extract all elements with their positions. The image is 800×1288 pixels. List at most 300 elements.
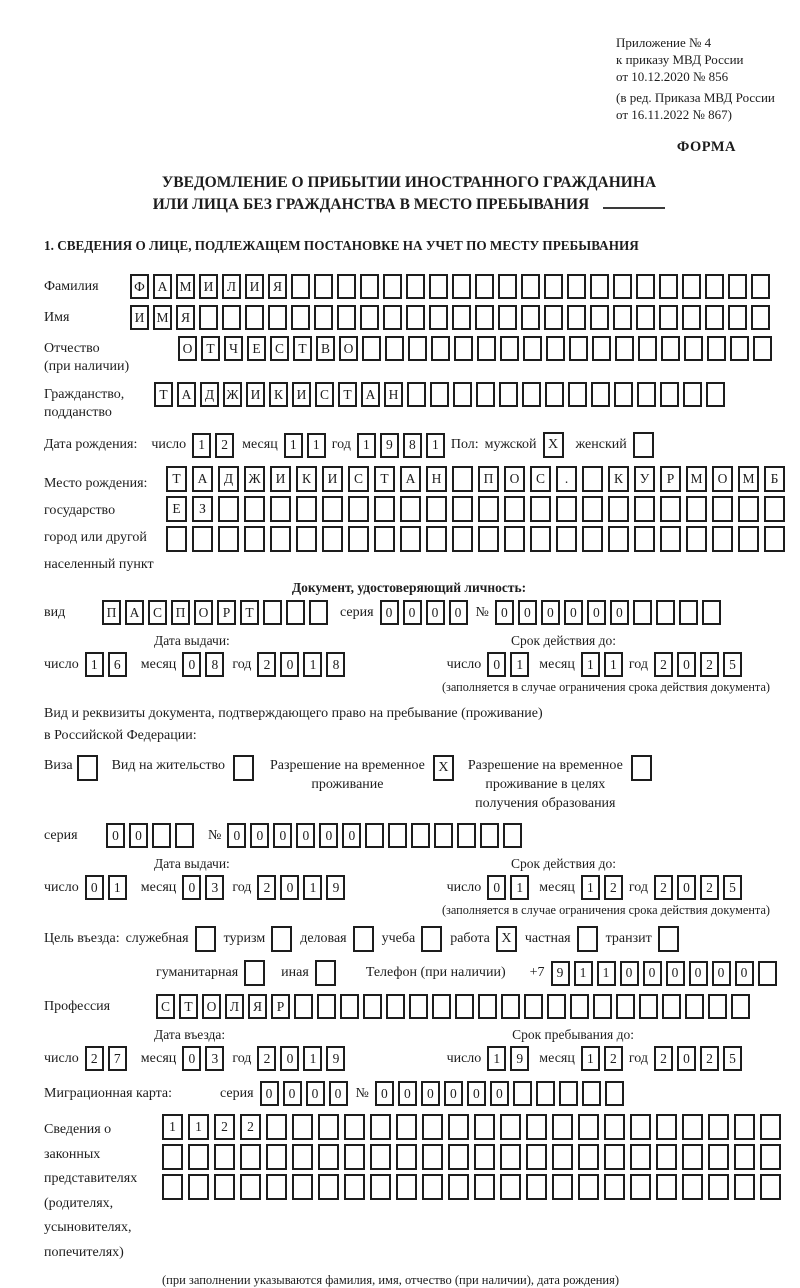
form-cell[interactable]: 0	[280, 875, 299, 900]
form-cell[interactable]: Т	[374, 466, 395, 492]
form-cell[interactable]: 2	[654, 1046, 673, 1071]
form-cell[interactable]	[162, 1174, 183, 1200]
form-cell[interactable]: 8	[326, 652, 345, 677]
form-cell[interactable]	[636, 305, 655, 330]
form-cell[interactable]: П	[171, 600, 190, 625]
form-cell[interactable]	[751, 274, 770, 299]
form-cell[interactable]: 2	[604, 1046, 623, 1071]
form-cell[interactable]	[476, 382, 495, 407]
form-cell[interactable]	[707, 336, 726, 361]
form-cell[interactable]: М	[153, 305, 172, 330]
form-cell[interactable]	[544, 274, 563, 299]
form-cell[interactable]: Р	[660, 466, 681, 492]
form-cell[interactable]	[630, 1114, 651, 1140]
form-cell[interactable]	[477, 336, 496, 361]
form-cell[interactable]	[578, 1114, 599, 1140]
form-cell[interactable]	[292, 1174, 313, 1200]
form-cell[interactable]	[270, 526, 291, 552]
form-cell[interactable]: С	[348, 466, 369, 492]
form-cell[interactable]	[406, 274, 425, 299]
form-cell[interactable]: М	[686, 466, 707, 492]
form-cell[interactable]: 0	[273, 823, 292, 848]
form-cell[interactable]	[426, 496, 447, 522]
form-cell[interactable]: 0	[329, 1081, 348, 1106]
form-cell[interactable]	[634, 526, 655, 552]
form-cell[interactable]	[453, 382, 472, 407]
form-cell[interactable]	[370, 1174, 391, 1200]
purpose-turizm-checkbox[interactable]	[271, 926, 292, 952]
form-cell[interactable]: А	[361, 382, 380, 407]
form-cell[interactable]	[536, 1081, 555, 1106]
form-cell[interactable]	[162, 1144, 183, 1170]
form-cell[interactable]	[478, 526, 499, 552]
male-checkbox[interactable]: X	[543, 432, 564, 458]
form-cell[interactable]	[590, 305, 609, 330]
form-cell[interactable]	[192, 526, 213, 552]
form-cell[interactable]	[218, 526, 239, 552]
form-cell[interactable]	[730, 336, 749, 361]
form-cell[interactable]: 1	[581, 875, 600, 900]
purpose-sluzhebnaya-checkbox[interactable]	[195, 926, 216, 952]
form-cell[interactable]	[407, 382, 426, 407]
form-cell[interactable]	[630, 1174, 651, 1200]
form-cell[interactable]: 5	[723, 875, 742, 900]
form-cell[interactable]: 2	[257, 875, 276, 900]
purpose-chastnaya-checkbox[interactable]	[577, 926, 598, 952]
form-cell[interactable]	[682, 305, 701, 330]
form-cell[interactable]	[526, 1174, 547, 1200]
form-cell[interactable]: 0	[467, 1081, 486, 1106]
form-cell[interactable]	[705, 274, 724, 299]
residence-permit-checkbox[interactable]	[233, 755, 254, 781]
form-cell[interactable]	[431, 336, 450, 361]
form-cell[interactable]	[504, 496, 525, 522]
form-cell[interactable]	[686, 526, 707, 552]
form-cell[interactable]	[478, 994, 497, 1019]
form-cell[interactable]	[708, 1174, 729, 1200]
form-cell[interactable]: 2	[257, 1046, 276, 1071]
form-cell[interactable]	[452, 526, 473, 552]
form-cell[interactable]: К	[608, 466, 629, 492]
form-cell[interactable]: 2	[700, 652, 719, 677]
form-cell[interactable]	[552, 1114, 573, 1140]
form-cell[interactable]: О	[202, 994, 221, 1019]
form-cell[interactable]: Ф	[130, 274, 149, 299]
form-cell[interactable]	[569, 336, 588, 361]
form-cell[interactable]: 0	[250, 823, 269, 848]
form-cell[interactable]	[679, 600, 698, 625]
form-cell[interactable]: 1	[581, 652, 600, 677]
form-cell[interactable]: 0	[495, 600, 514, 625]
form-cell[interactable]: 2	[654, 875, 673, 900]
form-cell[interactable]: 0	[518, 600, 537, 625]
form-cell[interactable]: 0	[677, 875, 696, 900]
form-cell[interactable]: 0	[677, 1046, 696, 1071]
form-cell[interactable]: 0	[403, 600, 422, 625]
form-cell[interactable]	[578, 1174, 599, 1200]
form-cell[interactable]	[214, 1144, 235, 1170]
form-cell[interactable]	[500, 1174, 521, 1200]
form-cell[interactable]	[166, 526, 187, 552]
form-cell[interactable]	[266, 1114, 287, 1140]
form-cell[interactable]	[682, 274, 701, 299]
form-cell[interactable]	[656, 1114, 677, 1140]
form-cell[interactable]	[545, 382, 564, 407]
form-cell[interactable]	[454, 336, 473, 361]
form-cell[interactable]: 0	[227, 823, 246, 848]
form-cell[interactable]	[475, 274, 494, 299]
form-cell[interactable]	[530, 526, 551, 552]
form-cell[interactable]	[296, 496, 317, 522]
form-cell[interactable]	[578, 1144, 599, 1170]
form-cell[interactable]: Т	[240, 600, 259, 625]
form-cell[interactable]	[432, 994, 451, 1019]
form-cell[interactable]	[708, 1114, 729, 1140]
form-cell[interactable]: А	[177, 382, 196, 407]
form-cell[interactable]	[613, 274, 632, 299]
form-cell[interactable]: 2	[215, 433, 234, 458]
form-cell[interactable]	[340, 994, 359, 1019]
form-cell[interactable]	[452, 496, 473, 522]
form-cell[interactable]	[318, 1114, 339, 1140]
form-cell[interactable]	[660, 382, 679, 407]
form-cell[interactable]	[429, 305, 448, 330]
form-cell[interactable]: 0	[283, 1081, 302, 1106]
form-cell[interactable]	[764, 496, 785, 522]
form-cell[interactable]	[582, 526, 603, 552]
form-cell[interactable]	[396, 1144, 417, 1170]
form-cell[interactable]	[388, 823, 407, 848]
form-cell[interactable]	[708, 1144, 729, 1170]
form-cell[interactable]: 1	[108, 875, 127, 900]
form-cell[interactable]: Я	[248, 994, 267, 1019]
form-cell[interactable]	[457, 823, 476, 848]
form-cell[interactable]: Б	[764, 466, 785, 492]
form-cell[interactable]: 1	[426, 433, 445, 458]
form-cell[interactable]	[222, 305, 241, 330]
form-cell[interactable]	[448, 1144, 469, 1170]
form-cell[interactable]	[712, 526, 733, 552]
form-cell[interactable]	[240, 1174, 261, 1200]
form-cell[interactable]	[499, 382, 518, 407]
form-cell[interactable]: А	[400, 466, 421, 492]
form-cell[interactable]	[734, 1174, 755, 1200]
form-cell[interactable]: 1	[192, 433, 211, 458]
purpose-delovaya-checkbox[interactable]	[353, 926, 374, 952]
form-cell[interactable]	[199, 305, 218, 330]
form-cell[interactable]	[263, 600, 282, 625]
form-cell[interactable]: 0	[426, 600, 445, 625]
form-cell[interactable]	[400, 496, 421, 522]
form-cell[interactable]	[706, 382, 725, 407]
form-cell[interactable]	[656, 1174, 677, 1200]
form-cell[interactable]: Д	[218, 466, 239, 492]
form-cell[interactable]	[422, 1144, 443, 1170]
form-cell[interactable]	[682, 1174, 703, 1200]
form-cell[interactable]	[322, 496, 343, 522]
form-cell[interactable]: 2	[257, 652, 276, 677]
form-cell[interactable]	[684, 336, 703, 361]
form-cell[interactable]	[524, 994, 543, 1019]
form-cell[interactable]: А	[125, 600, 144, 625]
form-cell[interactable]: 0	[712, 961, 731, 986]
form-cell[interactable]: 8	[205, 652, 224, 677]
form-cell[interactable]	[552, 1144, 573, 1170]
form-cell[interactable]	[474, 1114, 495, 1140]
form-cell[interactable]	[503, 823, 522, 848]
form-cell[interactable]	[152, 823, 171, 848]
form-cell[interactable]	[452, 305, 471, 330]
form-cell[interactable]	[659, 274, 678, 299]
form-cell[interactable]: И	[322, 466, 343, 492]
female-checkbox[interactable]	[633, 432, 654, 458]
form-cell[interactable]: О	[178, 336, 197, 361]
form-cell[interactable]	[738, 496, 759, 522]
form-cell[interactable]	[396, 1114, 417, 1140]
form-cell[interactable]: 9	[326, 875, 345, 900]
form-cell[interactable]	[374, 526, 395, 552]
form-cell[interactable]	[409, 994, 428, 1019]
form-cell[interactable]	[296, 526, 317, 552]
form-cell[interactable]	[513, 1081, 532, 1106]
form-cell[interactable]	[567, 274, 586, 299]
form-cell[interactable]: 1	[303, 875, 322, 900]
form-cell[interactable]	[411, 823, 430, 848]
purpose-gumanitarnaya-checkbox[interactable]	[244, 960, 265, 986]
form-cell[interactable]: 0	[487, 652, 506, 677]
form-cell[interactable]: 0	[182, 875, 201, 900]
form-cell[interactable]	[396, 1174, 417, 1200]
form-cell[interactable]	[406, 305, 425, 330]
form-cell[interactable]: Л	[222, 274, 241, 299]
form-cell[interactable]	[291, 305, 310, 330]
form-cell[interactable]	[344, 1114, 365, 1140]
form-cell[interactable]: 2	[214, 1114, 235, 1140]
form-cell[interactable]: Т	[201, 336, 220, 361]
form-cell[interactable]	[500, 1114, 521, 1140]
form-cell[interactable]	[656, 1144, 677, 1170]
form-cell[interactable]	[455, 994, 474, 1019]
form-cell[interactable]	[760, 1174, 781, 1200]
form-cell[interactable]	[552, 1174, 573, 1200]
form-cell[interactable]: 0	[444, 1081, 463, 1106]
form-cell[interactable]: 2	[700, 1046, 719, 1071]
form-cell[interactable]: Е	[166, 496, 187, 522]
form-cell[interactable]: 9	[380, 433, 399, 458]
form-cell[interactable]: А	[192, 466, 213, 492]
form-cell[interactable]	[286, 600, 305, 625]
form-cell[interactable]	[616, 994, 635, 1019]
form-cell[interactable]: 6	[108, 652, 127, 677]
form-cell[interactable]	[500, 1144, 521, 1170]
form-cell[interactable]: Ж	[223, 382, 242, 407]
form-cell[interactable]: 0	[129, 823, 148, 848]
form-cell[interactable]	[365, 823, 384, 848]
form-cell[interactable]	[322, 526, 343, 552]
form-cell[interactable]	[760, 1144, 781, 1170]
form-cell[interactable]: 2	[654, 652, 673, 677]
form-cell[interactable]: 1	[357, 433, 376, 458]
form-cell[interactable]: П	[478, 466, 499, 492]
form-cell[interactable]: 1	[581, 1046, 600, 1071]
form-cell[interactable]	[218, 496, 239, 522]
form-cell[interactable]	[500, 336, 519, 361]
form-cell[interactable]: 0	[677, 652, 696, 677]
form-cell[interactable]	[522, 382, 541, 407]
form-cell[interactable]	[614, 382, 633, 407]
form-cell[interactable]: И	[130, 305, 149, 330]
form-cell[interactable]: Ж	[244, 466, 265, 492]
form-cell[interactable]: 1	[510, 652, 529, 677]
form-cell[interactable]	[656, 600, 675, 625]
temp-residence-edu-checkbox[interactable]	[631, 755, 652, 781]
form-cell[interactable]: 0	[319, 823, 338, 848]
form-cell[interactable]: 1	[574, 961, 593, 986]
form-cell[interactable]: 9	[551, 961, 570, 986]
form-cell[interactable]	[474, 1144, 495, 1170]
form-cell[interactable]	[314, 305, 333, 330]
form-cell[interactable]: 0	[182, 652, 201, 677]
purpose-tranzit-checkbox[interactable]	[658, 926, 679, 952]
form-cell[interactable]	[504, 526, 525, 552]
form-cell[interactable]: 9	[326, 1046, 345, 1071]
form-cell[interactable]	[608, 496, 629, 522]
form-cell[interactable]	[593, 994, 612, 1019]
form-cell[interactable]	[240, 1144, 261, 1170]
form-cell[interactable]: 1	[307, 433, 326, 458]
form-cell[interactable]: С	[530, 466, 551, 492]
form-cell[interactable]	[385, 336, 404, 361]
form-cell[interactable]	[639, 994, 658, 1019]
form-cell[interactable]	[480, 823, 499, 848]
form-cell[interactable]	[363, 994, 382, 1019]
form-cell[interactable]: 0	[260, 1081, 279, 1106]
form-cell[interactable]: 0	[620, 961, 639, 986]
form-cell[interactable]: Я	[268, 274, 287, 299]
form-cell[interactable]	[383, 305, 402, 330]
form-cell[interactable]: Т	[154, 382, 173, 407]
form-cell[interactable]: 0	[564, 600, 583, 625]
form-cell[interactable]	[244, 526, 265, 552]
form-cell[interactable]	[314, 274, 333, 299]
form-cell[interactable]: 1	[188, 1114, 209, 1140]
form-cell[interactable]	[683, 382, 702, 407]
form-cell[interactable]	[547, 994, 566, 1019]
form-cell[interactable]: 2	[604, 875, 623, 900]
form-cell[interactable]	[521, 305, 540, 330]
form-cell[interactable]	[567, 305, 586, 330]
form-cell[interactable]: О	[712, 466, 733, 492]
form-cell[interactable]	[605, 1081, 624, 1106]
form-cell[interactable]: И	[199, 274, 218, 299]
form-cell[interactable]: Т	[293, 336, 312, 361]
form-cell[interactable]: К	[296, 466, 317, 492]
temp-residence-checkbox[interactable]: X	[433, 755, 454, 781]
form-cell[interactable]: 0	[689, 961, 708, 986]
form-cell[interactable]	[526, 1114, 547, 1140]
form-cell[interactable]: 0	[280, 1046, 299, 1071]
form-cell[interactable]: М	[738, 466, 759, 492]
form-cell[interactable]: 1	[303, 652, 322, 677]
form-cell[interactable]	[582, 496, 603, 522]
form-cell[interactable]: У	[634, 466, 655, 492]
form-cell[interactable]	[633, 600, 652, 625]
form-cell[interactable]: 1	[597, 961, 616, 986]
form-cell[interactable]	[348, 496, 369, 522]
form-cell[interactable]	[582, 1081, 601, 1106]
form-cell[interactable]: 0	[666, 961, 685, 986]
form-cell[interactable]	[636, 274, 655, 299]
form-cell[interactable]	[386, 994, 405, 1019]
form-cell[interactable]: Т	[338, 382, 357, 407]
form-cell[interactable]	[214, 1174, 235, 1200]
form-cell[interactable]	[348, 526, 369, 552]
form-cell[interactable]: 0	[375, 1081, 394, 1106]
form-cell[interactable]	[686, 496, 707, 522]
form-cell[interactable]: 1	[303, 1046, 322, 1071]
form-cell[interactable]	[498, 305, 517, 330]
form-cell[interactable]	[434, 823, 453, 848]
form-cell[interactable]	[400, 526, 421, 552]
form-cell[interactable]	[659, 305, 678, 330]
form-cell[interactable]	[613, 305, 632, 330]
form-cell[interactable]	[526, 1144, 547, 1170]
form-cell[interactable]	[448, 1114, 469, 1140]
form-cell[interactable]	[734, 1114, 755, 1140]
form-cell[interactable]: 1	[604, 652, 623, 677]
form-cell[interactable]: 0	[610, 600, 629, 625]
form-cell[interactable]	[615, 336, 634, 361]
form-cell[interactable]	[604, 1114, 625, 1140]
form-cell[interactable]	[760, 1114, 781, 1140]
form-cell[interactable]: И	[245, 274, 264, 299]
form-cell[interactable]: 0	[106, 823, 125, 848]
form-cell[interactable]: 7	[108, 1046, 127, 1071]
form-cell[interactable]: О	[194, 600, 213, 625]
form-cell[interactable]: Е	[247, 336, 266, 361]
form-cell[interactable]	[292, 1144, 313, 1170]
form-cell[interactable]	[638, 336, 657, 361]
form-cell[interactable]: Н	[384, 382, 403, 407]
form-cell[interactable]: И	[246, 382, 265, 407]
form-cell[interactable]	[604, 1174, 625, 1200]
form-cell[interactable]	[474, 1174, 495, 1200]
form-cell[interactable]	[266, 1144, 287, 1170]
form-cell[interactable]	[660, 526, 681, 552]
form-cell[interactable]: 1	[487, 1046, 506, 1071]
form-cell[interactable]	[318, 1174, 339, 1200]
form-cell[interactable]	[374, 496, 395, 522]
form-cell[interactable]	[291, 274, 310, 299]
form-cell[interactable]: М	[176, 274, 195, 299]
form-cell[interactable]	[175, 823, 194, 848]
purpose-inaya-checkbox[interactable]	[315, 960, 336, 986]
form-cell[interactable]: Я	[176, 305, 195, 330]
form-cell[interactable]: Т	[179, 994, 198, 1019]
form-cell[interactable]: К	[269, 382, 288, 407]
form-cell[interactable]: 0	[487, 875, 506, 900]
form-cell[interactable]: О	[339, 336, 358, 361]
form-cell[interactable]	[634, 496, 655, 522]
form-cell[interactable]	[556, 526, 577, 552]
form-cell[interactable]	[546, 336, 565, 361]
form-cell[interactable]	[344, 1144, 365, 1170]
purpose-ucheba-checkbox[interactable]	[421, 926, 442, 952]
form-cell[interactable]	[591, 382, 610, 407]
form-cell[interactable]	[608, 526, 629, 552]
form-cell[interactable]: В	[316, 336, 335, 361]
form-cell[interactable]	[521, 274, 540, 299]
